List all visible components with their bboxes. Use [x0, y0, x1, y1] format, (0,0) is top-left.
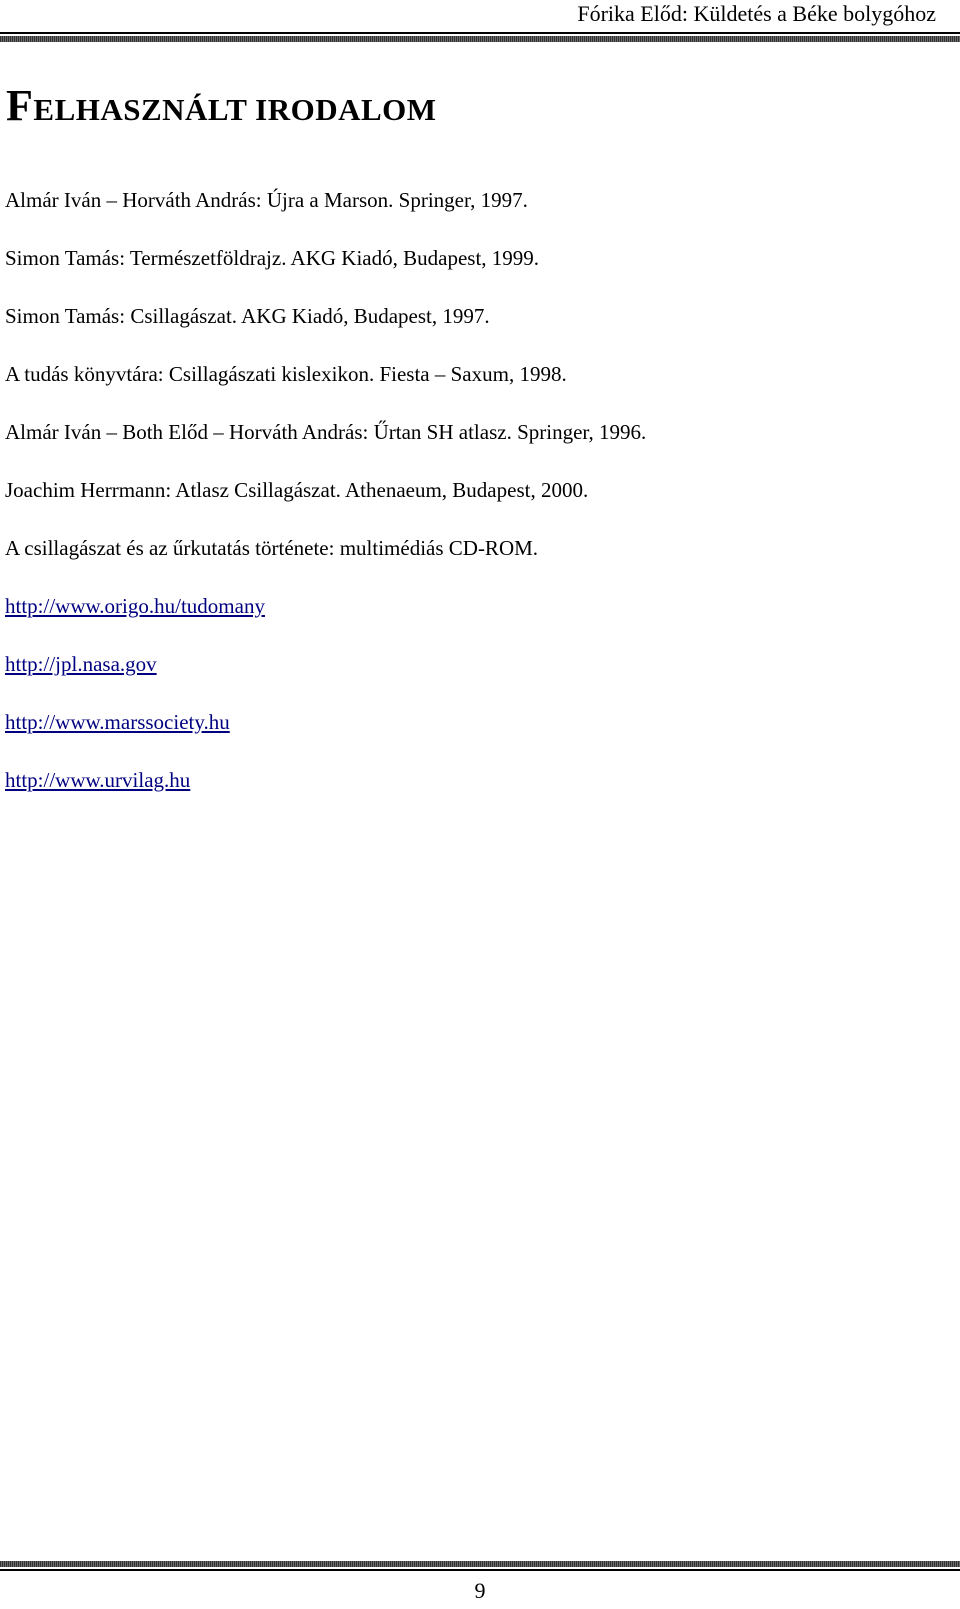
running-header: Fórika Előd: Küldetés a Béke bolygóhoz: [577, 1, 936, 26]
reference-link-item: [5, 592, 646, 650]
reference-item: Simon Tamás: Csillagászat. AKG Kiadó, Budapest, 1997.: [5, 304, 490, 328]
reference-link-origo[interactable]: http://www.origo.hu/tudomany: [5, 594, 265, 618]
reference-link-item: [5, 708, 646, 766]
reference-item: A tudás könyvtára: Csillagászati kislexikon. Fiesta – Saxum, 1998.: [5, 362, 567, 386]
reference-item: Simon Tamás: Természetföldrajz. AKG Kiadó, Budapest, 1999.: [5, 246, 540, 270]
page-title-initial: F: [6, 81, 34, 130]
page-title: [6, 76, 437, 140]
page-number: 9: [474, 1578, 486, 1603]
reference-item: Almár Iván – Horváth András: Újra a Marson. Springer, 1997.: [5, 188, 528, 212]
reference-list: [5, 186, 646, 824]
reference-link-item: [5, 650, 646, 708]
reference-link-urvilag[interactable]: http://www.urvilag.hu: [5, 768, 191, 792]
reference-item: Almár Iván – Both Előd – Horváth András: Űrtan SH atlasz. Springer, 1996.: [5, 420, 647, 444]
reference-item: Joachim Herrmann: Atlasz Csillagászat. Athenaeum, Budapest, 2000.: [5, 478, 589, 502]
reference-item: A csillagászat és az űrkutatás története: multimédiás CD-ROM.: [5, 536, 539, 560]
header-rule: [0, 32, 960, 42]
reference-link-jpl[interactable]: http://jpl.nasa.gov: [5, 652, 157, 676]
reference-link-marssociety[interactable]: http://www.marssociety.hu: [5, 710, 230, 734]
footer-rule: [0, 1561, 960, 1571]
page-title-rest: ELHASZNÁLT IRODALOM: [33, 92, 437, 127]
reference-link-item: [5, 766, 646, 824]
